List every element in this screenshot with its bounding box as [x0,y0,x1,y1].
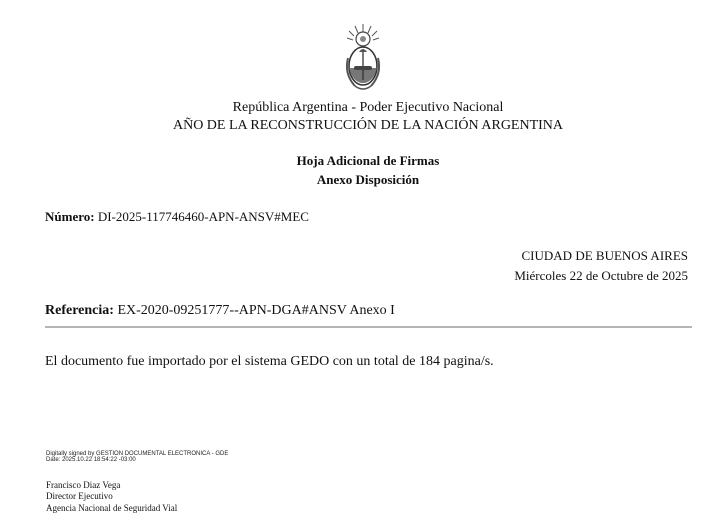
document-reference [45,303,395,319]
signer-name: Francisco Diaz Vega [46,480,121,490]
signer-role: Director Ejecutivo [46,491,113,501]
argentina-coat-of-arms-icon [343,22,383,97]
document-title: Hoja Adicional de Firmas [296,153,440,168]
signer-organization: Agencia Nacional de Seguridad Vial [46,503,178,513]
document-number-label: Número: [45,209,95,224]
document-date: Miércoles 22 de Octubre de 2025 [514,268,688,283]
header-line-year-motto: AÑO DE LA RECONSTRUCCIÓN DE LA NACIÓN ARGENTINA [172,118,564,133]
document-reference-value: EX-2020-09251777--APN-DGA#ANSV Anexo I [117,303,395,318]
digital-signature-line: Digitally signed by GESTION DOCUMENTAL ELECTRONICA - GDE [46,451,229,457]
digital-signature-date: Date: 2025.10.22 18:54:22 -03:00 [46,457,136,463]
document-number [45,209,309,225]
document-city: CIUDAD DE BUENOS AIRES [521,248,688,263]
section-divider [45,326,692,328]
document-body-text: El documento fue importado por el sistema GEDO con un total de 184 pagina/s. [45,354,494,369]
header-line-republica: República Argentina - Poder Ejecutivo Nacional [232,100,504,115]
document-reference-label: Referencia: [45,303,114,318]
document-subtitle: Anexo Disposición [316,172,420,187]
document-number-value: DI-2025-117746460-APN-ANSV#MEC [97,209,309,224]
